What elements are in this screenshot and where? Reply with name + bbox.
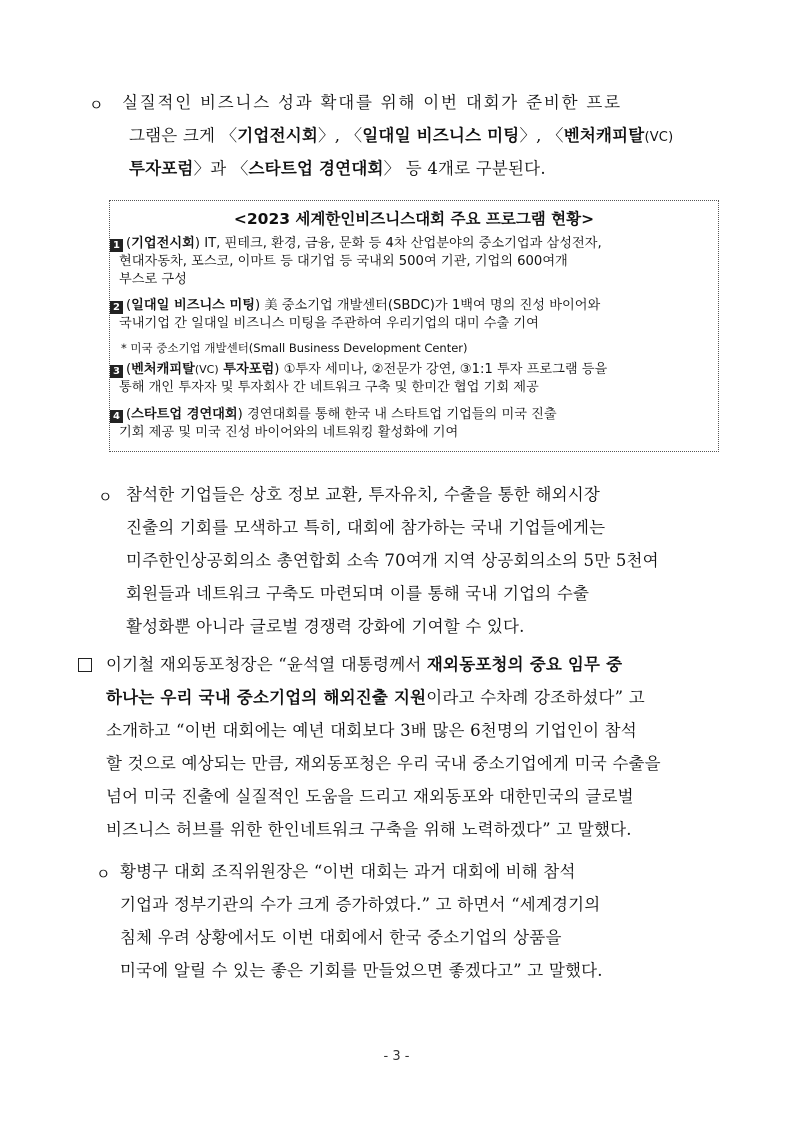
paragraph-line bbox=[106, 654, 622, 676]
box-item-1-line: 부스로 구성 bbox=[119, 272, 187, 287]
bold-text: 벤처캐피탈 bbox=[131, 362, 195, 377]
text: 그램은 크게 〈 bbox=[129, 126, 238, 145]
paragraph-line bbox=[129, 158, 546, 180]
paragraph-line: 진출의 기회를 모색하고 특히, 대회에 참가하는 국내 기업들에게는 bbox=[126, 518, 606, 537]
box-item-4-line bbox=[110, 406, 557, 424]
text: ( bbox=[126, 236, 132, 251]
bold-text: 일대일 비즈니스 미팅 bbox=[131, 298, 255, 313]
page-number: - 3 - bbox=[383, 1049, 410, 1064]
text: (VC) bbox=[644, 130, 674, 145]
text: 〉, 〈 bbox=[519, 126, 564, 145]
paragraph-line: 실질적인 비즈니스 성과 확대를 위해 이번 대회가 준비한 프로 bbox=[122, 93, 622, 112]
paragraph-line bbox=[106, 687, 645, 709]
box-item-3-line bbox=[110, 361, 607, 379]
paragraph-line: 미국에 알릴 수 있는 좋은 기회를 만들었으면 좋겠다고” 고 말했다. bbox=[120, 961, 603, 980]
text: 경연대회를 통해 한국 내 스타트업 기업들의 미국 진출 bbox=[242, 407, 557, 422]
bullet-marker: ㅇ bbox=[96, 865, 111, 883]
paragraph-line: 넘어 미국 진출에 실질적인 도움을 드리고 재외동포와 대한민국의 글로벌 bbox=[106, 787, 634, 806]
footnote: * 미국 중소기업 개발센터(Small Business Development Center) bbox=[121, 341, 468, 355]
text: ( bbox=[126, 298, 132, 313]
text: ( bbox=[126, 407, 132, 422]
box-item-4-line: 기회 제공 및 미국 진성 바이어와의 네트워킹 활성화에 기여 bbox=[119, 425, 459, 440]
box-item-2-line: 국내기업 간 일대일 비즈니스 미팅을 주관하여 우리기업의 대미 수출 기여 bbox=[119, 316, 539, 331]
paragraph-line: 황병구 대회 조직위원장은 “이번 대회는 과거 대회에 비해 참석 bbox=[120, 862, 576, 881]
text: (VC) bbox=[194, 363, 219, 376]
paragraph-line: 비즈니스 허브를 위한 한인네트워크 구축을 위해 노력하겠다” 고 말했다. bbox=[106, 820, 632, 839]
box-title: <2023 세계한인비즈니스대회 주요 프로그램 현황> bbox=[233, 210, 595, 228]
box-item-1-line: 현대자동차, 포스코, 이마트 등 대기업 등 국내외 500여 기관, 기업의 600여개 bbox=[119, 254, 568, 269]
paragraph-line: 참석한 기업들은 상호 정보 교환, 투자유치, 수출을 통한 해외시장 bbox=[126, 485, 601, 504]
bold-text: 스타트업 경연대회 bbox=[248, 159, 384, 178]
text: 〉, 〈 bbox=[318, 126, 363, 145]
number-badge: 3 bbox=[110, 365, 123, 378]
number-badge: 1 bbox=[110, 239, 123, 252]
text: 〉과 〈 bbox=[193, 159, 249, 178]
text: ) bbox=[255, 298, 261, 313]
text: ) bbox=[194, 236, 201, 251]
paragraph-line: 기업과 정부기관의 수가 크게 증가하였다.” 고 하면서 “세계경기의 bbox=[120, 895, 601, 914]
box-item-1-line bbox=[110, 235, 602, 253]
text: IT, 핀테크, 환경, 금융, 문화 등 4차 산업분야의 중소기업과 삼성전자, bbox=[200, 236, 602, 251]
text: 美 중소기업 개발센터(SBDC)가 1백여 명의 진성 바이어와 bbox=[260, 298, 601, 313]
paragraph-line bbox=[129, 125, 673, 149]
number-badge: 4 bbox=[110, 410, 123, 423]
paragraph-line: 할 것으로 예상되는 만큼, 재외동포청은 우리 국내 중소기업에게 미국 수출을 bbox=[106, 754, 661, 773]
text: ) bbox=[237, 407, 243, 422]
bold-text: 벤처캐피탈 bbox=[563, 126, 645, 145]
bold-text: 투자포럼 bbox=[218, 362, 275, 377]
program-summary-box bbox=[109, 200, 719, 452]
bold-text: 일대일 비즈니스 미팅 bbox=[362, 126, 520, 145]
bold-text: 재외동포청의 중요 임무 중 bbox=[426, 655, 623, 674]
bullet-marker: ㅇ bbox=[98, 488, 113, 506]
text: ( bbox=[126, 362, 132, 377]
bold-text: 기업전시회 bbox=[237, 126, 318, 145]
text: 이기철 재외동포청장은 “윤석열 대통령께서 bbox=[106, 655, 427, 674]
text: 이라고 수차례 강조하셨다” 고 bbox=[426, 688, 645, 707]
bold-text: 투자포럼 bbox=[129, 159, 194, 178]
text: 〉 등 4개로 구분된다. bbox=[383, 159, 546, 178]
paragraph-line: 활성화뿐 아니라 글로벌 경쟁력 강화에 기여할 수 있다. bbox=[126, 617, 525, 636]
bold-text: 기업전시회 bbox=[131, 236, 195, 251]
number-badge: 2 bbox=[110, 301, 123, 314]
paragraph-line: 소개하고 “이번 대회에는 예년 대회보다 3배 많은 6천명의 기업인이 참석 bbox=[106, 721, 637, 740]
bullet-marker: ㅇ bbox=[89, 96, 104, 114]
text: ) bbox=[274, 362, 280, 377]
box-item-2-line bbox=[110, 297, 600, 315]
bold-text: 스타트업 경연대회 bbox=[131, 407, 238, 422]
bold-text: 하나는 우리 국내 중소기업의 해외진출 지원 bbox=[106, 688, 427, 707]
box-item-3-line: 통해 개인 투자자 및 투자회사 간 네트워크 구축 및 한미간 협업 기회 제공 bbox=[119, 380, 539, 395]
paragraph-line: 미주한인상공회의소 총연합회 소속 70여개 지역 상공회의소의 5만 5천여 bbox=[126, 551, 659, 570]
paragraph-line: 침체 우려 상황에서도 이번 대회에서 한국 중소기업의 상품을 bbox=[120, 928, 562, 947]
paragraph-line: 회원들과 네트워크 구축도 마련되며 이를 통해 국내 기업의 수출 bbox=[126, 584, 590, 603]
checkbox-square-marker bbox=[78, 658, 92, 672]
text: ①투자 세미나, ②전문가 강연, ③1:1 투자 프로그램 등을 bbox=[279, 362, 608, 377]
